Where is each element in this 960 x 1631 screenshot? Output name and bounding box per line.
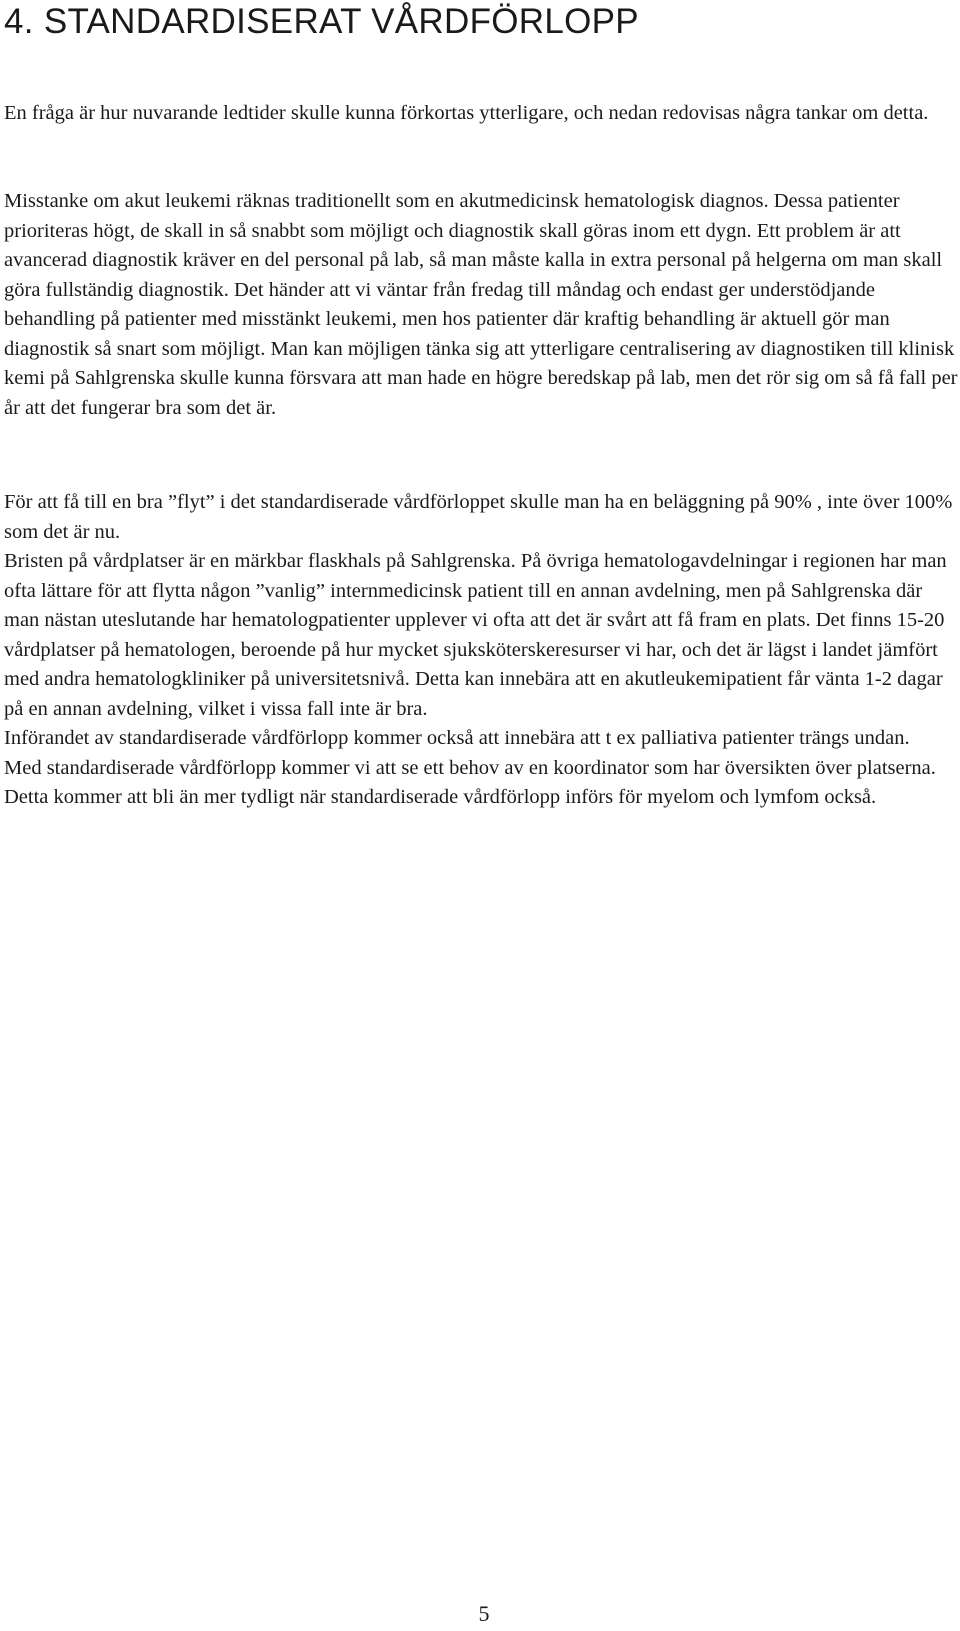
section-heading: 4. STANDARDISERAT VÅRDFÖRLOPP [4,2,639,41]
page-number: 5 [478,1601,490,1626]
leukemia-diagnostics-paragraph: Misstanke om akut leukemi räknas traditionellt som en akutmedicinsk hematologisk diagnos. Dessa patienter prioriteras högt, de skall in så snabbt som möjligt och diagnostik skall göras inom ett dygn. Ett problem är att avancerad diagnostik kräver en del personal på lab, så man måste kalla in extra personal på helgerna om man skall göra fullständig diagnostik. Det händer att vi väntar från fredag till måndag och endast ger understödjande behandling på patienter med misstänkt leukemi, men hos patienter där kraftig behandling är aktuell gör man diagnostik så snart som möjligt. Man kan möjligen tänka sig att ytterligare centralisering av diagnostiken till klinisk kemi på Sahlgrenska skulle kunna försvara att man hade en högre beredskap på lab, men det rör sig om så få fall per år att det fungerar bra som det är. [4,190,958,419]
coordinator-paragraph: Med standardiserade vårdförlopp kommer vi att se ett behov av en koordinator som har översikten över platserna. Detta kommer att bli än mer tydligt när standardiserade vårdförlopp införs för myelom och lymfom också. [4,756,936,808]
capacity-section [4,488,960,813]
occupancy-paragraph: För att få till en bra ”flyt” i det standardiserade vårdförloppet skulle man ha en beläggning på 90% , inte över 100% som det är nu. [4,491,953,543]
bed-shortage-paragraph: Bristen på vårdplatser är en märkbar flaskhals på Sahlgrenska. På övriga hematologavdelningar i regionen har man ofta lättare för att flytta någon ”vanlig” internmedicinsk patient till en annan avdelning, men på Sahlgrenska där man nästan uteslutande har hematologpatienter upplever vi ofta att det är svårt att få fram en plats. Det finns 15-20 vårdplatser på hematologen, beroende på hur mycket sjuksköterskeresurser vi har, och det är lägst i landet jämfört med andra hematologkliniker på universitetsnivå. Detta kan innebära att en akutleukemipatient får vänta 1-2 dagar på en annan avdelning, vilket i vissa fall inte är bra. [4,550,947,720]
intro-paragraph: En fråga är hur nuvarande ledtider skulle kunna förkortas ytterligare, och nedan redovisas några tankar om detta. [4,102,929,124]
palliative-paragraph: Införandet av standardiserade vårdförlopp kommer också att innebära att t ex palliativa patienter trängs undan. [4,727,910,749]
